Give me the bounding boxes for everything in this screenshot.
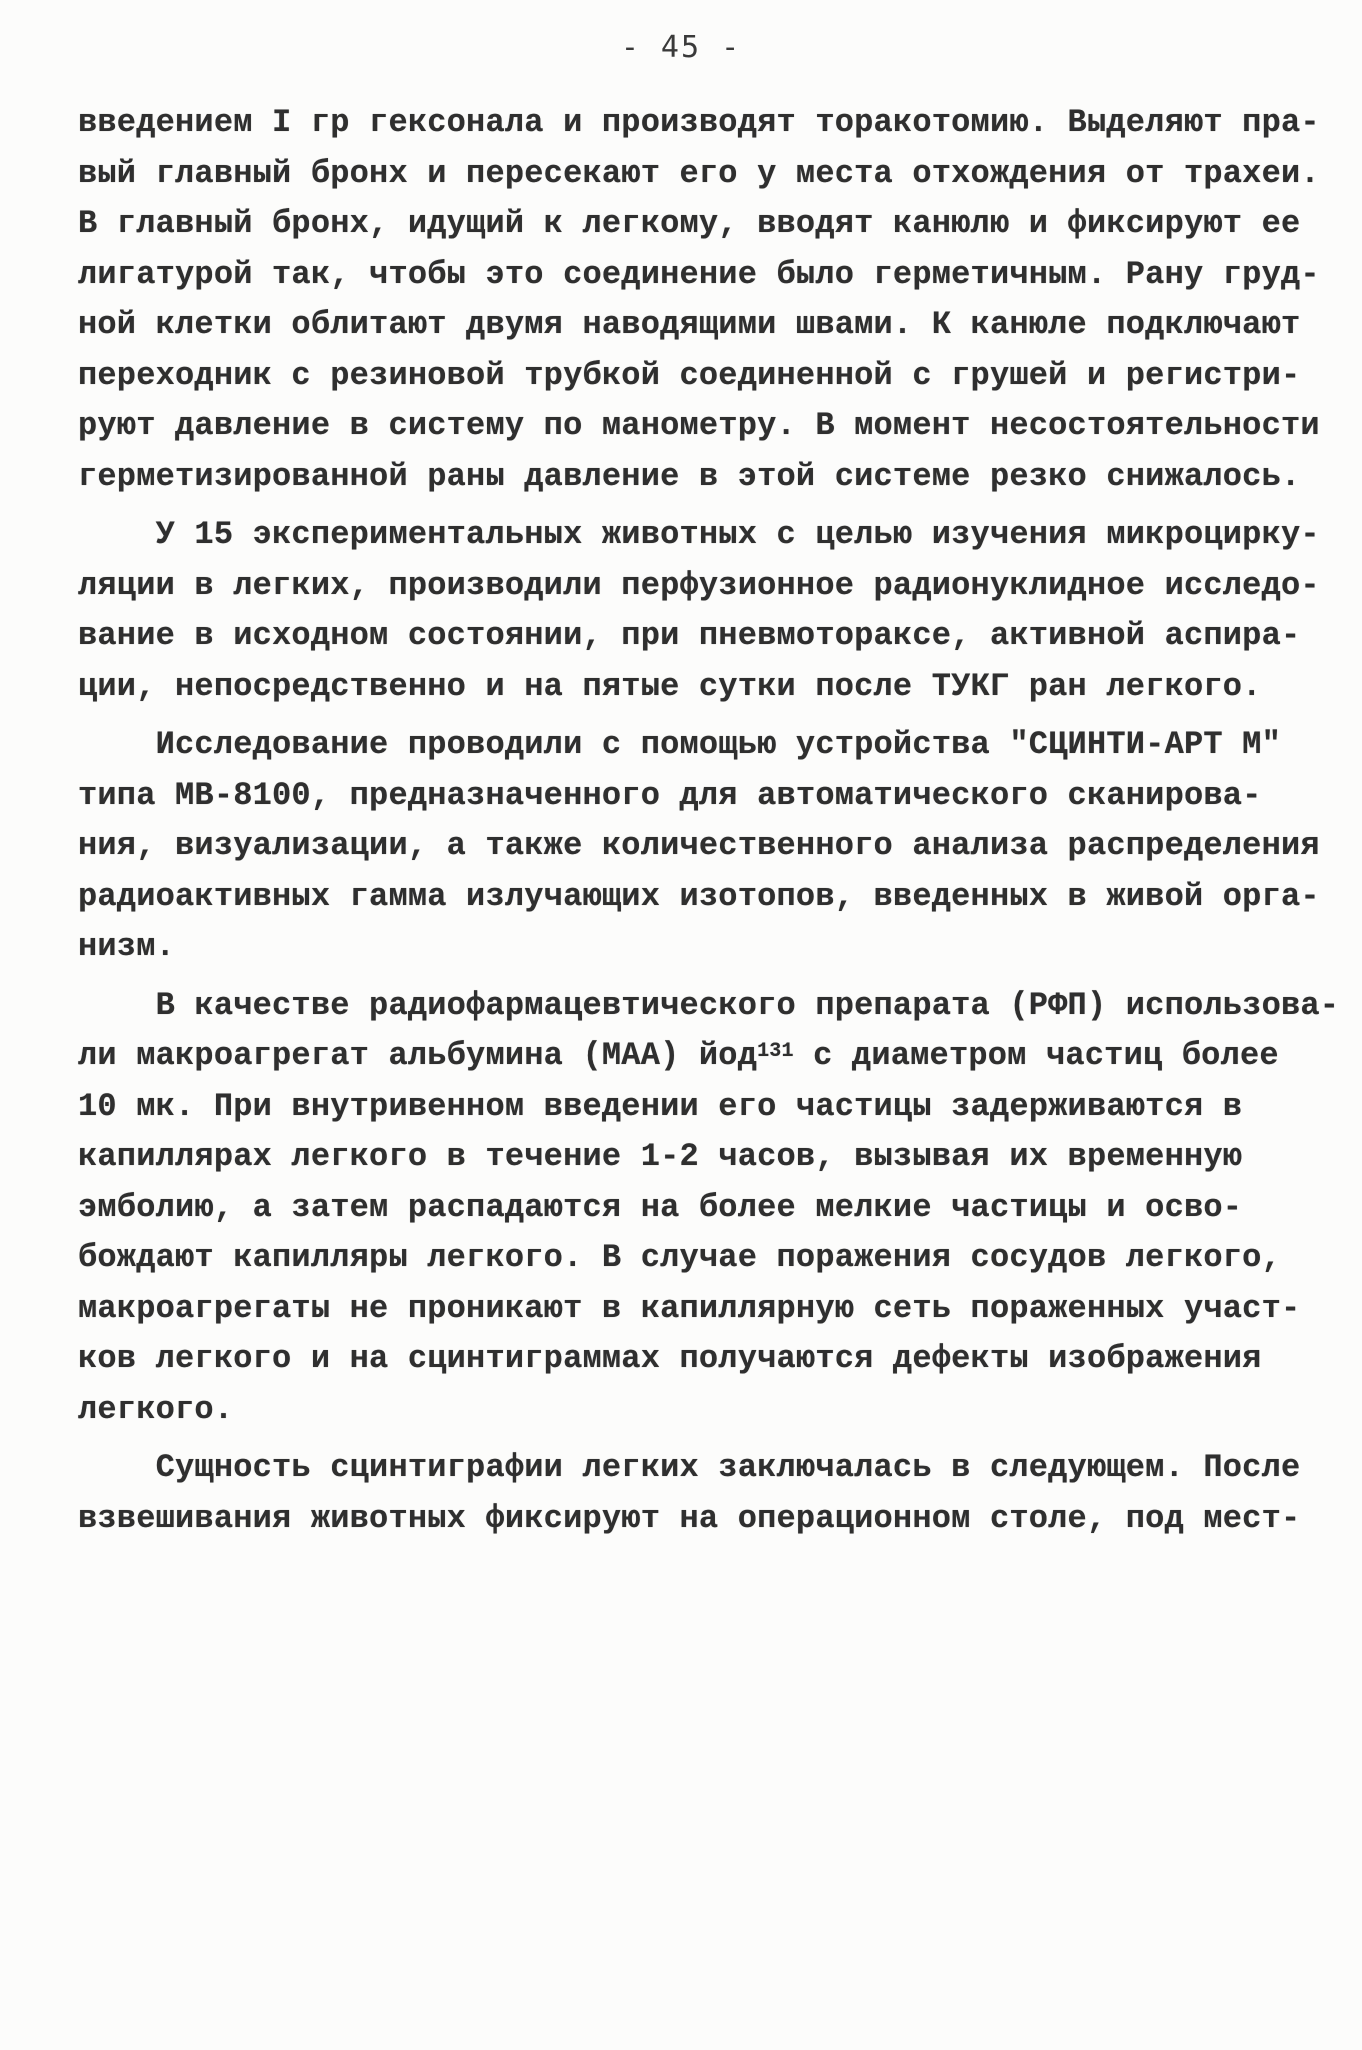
text-line: вание в исходном состоянии, при пневмотораксе, активной аспира- bbox=[78, 617, 1301, 654]
paragraph-2 bbox=[78, 510, 1320, 712]
paragraph-3 bbox=[78, 720, 1320, 973]
text-line: У 15 экспериментальных животных с целью изучения микроциркy- bbox=[78, 516, 1320, 553]
text-line: бождают капилляры легкого. В случае поражения сосудов легкого, bbox=[78, 1239, 1281, 1276]
text-fragment: с диаметром частиц более bbox=[793, 1037, 1279, 1074]
paragraph-1 bbox=[78, 98, 1320, 502]
text-line-with-superscript bbox=[78, 1031, 1288, 1082]
text-line: введением I гр гексонала и производят торакотомию. Выделяют пра- bbox=[78, 104, 1320, 141]
isotope-superscript: 131 bbox=[757, 1040, 794, 1063]
text-line: В главный бронх, идущий к легкому, вводят канюлю и фиксируют ее bbox=[78, 205, 1301, 242]
text-fragment: ли макроагрегат альбумина (МАА) йод bbox=[78, 1037, 758, 1074]
text-line: ной клетки облитают двумя наводящими швами. К канюле подключают bbox=[78, 306, 1301, 343]
text-line: макроагрегаты не проникают в капиллярную сеть пораженных участ- bbox=[78, 1289, 1301, 1327]
text-line: Исследование проводили с помощью устройства "СЦИНТИ-АРТ М" bbox=[78, 726, 1281, 763]
text-line: легкого. bbox=[78, 1390, 234, 1428]
body-text bbox=[78, 98, 1340, 1544]
text-line: вый главный бронх и пересекают его у места отхождения от трахеи. bbox=[78, 154, 1320, 192]
text-line: 10 мк. При внутривенном введении его частицы задерживаются в bbox=[78, 1087, 1243, 1125]
text-line: переходник с резиновой трубкой соединенной с грушей и регистри- bbox=[78, 356, 1301, 394]
text-line: ния, визуализации, а также количественного анализа распределения bbox=[78, 827, 1320, 864]
text-line: радиоактивных гамма излучающих изотопов, введенных в живой орга- bbox=[78, 877, 1320, 915]
text-line: лигатурой так, чтобы это соединение было герметичным. Рану груд- bbox=[78, 255, 1320, 293]
text-line: ков легкого и на сцинтиграммах получаются дефекты изображения bbox=[78, 1340, 1262, 1377]
paragraph-4 bbox=[78, 981, 1340, 1436]
page-number: - 45 - bbox=[620, 30, 742, 65]
paragraph-5 bbox=[78, 1443, 1301, 1544]
text-line: капиллярах легкого в течение 1-2 часов, вызывая их временную bbox=[78, 1138, 1243, 1175]
text-line: герметизированной раны давление в этой системе резко снижалось. bbox=[78, 457, 1301, 495]
text-line: руют давление в систему по манометру. В момент несостоятельности bbox=[78, 407, 1320, 444]
text-line: типа МВ-8100, предназначенного для автоматического сканирова- bbox=[78, 776, 1262, 814]
text-line: ции, непосредственно и на пятые сутки после ТУКГ ран легкого. bbox=[78, 667, 1262, 705]
text-line: взвешивания животных фиксируют на операционном столе, под мест- bbox=[78, 1499, 1301, 1537]
text-line: В качестве радиофармацевтического препарата (РФП) использова- bbox=[78, 986, 1340, 1024]
text-line: низм. bbox=[78, 928, 176, 965]
text-line: ляции в легких, производили перфузионное радионуклидное исследо- bbox=[78, 566, 1320, 604]
text-line: эмболию, а затем распадаются на более мелкие частицы и осво- bbox=[78, 1188, 1243, 1226]
text-line: Сущность сцинтиграфии легких заключалась в следующем. После bbox=[78, 1449, 1301, 1486]
